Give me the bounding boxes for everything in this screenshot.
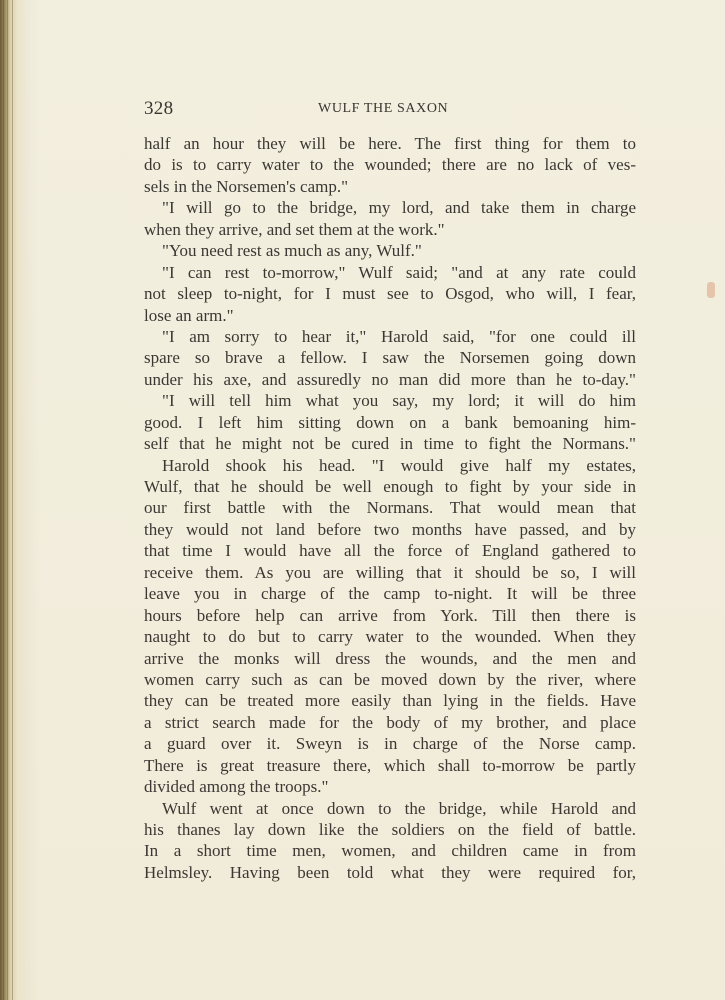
text-line: spare so brave a fellow. I saw the Norsemen going down	[144, 348, 636, 368]
text-line: a strict search made for the body of my brother, and place	[144, 712, 636, 732]
page-number: 328	[144, 98, 174, 119]
gutter-edge-line	[7, 0, 8, 1000]
text-line: "I am sorry to hear it," Harold said, "for one could ill	[162, 326, 636, 346]
running-head: WULF THE SAXON	[318, 101, 449, 116]
text-line: Helmsley. Having been told what they were required for,	[144, 862, 636, 882]
body-text	[144, 133, 636, 883]
gutter-edge-line	[12, 0, 13, 1000]
text-line: divided among the troops."	[144, 777, 329, 797]
text-line: arrive the monks will dress the wounds, and the men and	[144, 648, 636, 668]
text-line: "I will tell him what you say, my lord; it will do him	[162, 391, 636, 411]
text-line: under his axe, and assuredly no man did more than he to-day."	[144, 369, 636, 389]
text-line: self that he might not be cured in time to fight the Normans."	[144, 434, 636, 454]
text-line: that time I would have all the force of England gathered to	[144, 541, 636, 561]
text-line: good. I left him sitting down on a bank bemoaning him-	[144, 412, 636, 432]
text-line: There is great treasure there, which shall to-morrow be partly	[144, 755, 636, 775]
text-line: hours before help can arrive from York. Till then there is	[144, 605, 636, 625]
paper-stain	[707, 282, 715, 298]
gutter-edge-line	[3, 0, 4, 1000]
text-line: do is to carry water to the wounded; there are no lack of ves-	[144, 155, 636, 175]
text-line: Wulf, that he should be well enough to fight by your side in	[144, 477, 636, 496]
page-header	[144, 98, 636, 122]
text-line: they can be treated more easily than lying in the fields. Have	[144, 691, 636, 711]
text-line: "You need rest as much as any, Wulf."	[162, 241, 422, 261]
text-line: a guard over it. Sweyn is in charge of the Norse camp.	[144, 734, 636, 754]
text-line: leave you in charge of the camp to-night. It will be three	[144, 584, 636, 604]
text-line: lose an arm."	[144, 305, 234, 325]
text-line: Harold shook his head. "I would give half my estates,	[162, 455, 636, 475]
text-line: naught to do but to carry water to the wounded. When they	[144, 627, 636, 647]
text-line: when they arrive, and set them at the work."	[144, 219, 445, 239]
text-line: Wulf went at once down to the bridge, while Harold and	[162, 798, 636, 818]
text-line: half an hour they will be here. The first thing for them to	[144, 134, 636, 153]
text-line: "I can rest to-morrow," Wulf said; "and at any rate could	[162, 262, 636, 282]
text-line: women carry such as can be moved down by the river, where	[144, 669, 636, 689]
text-line: our first battle with the Normans. That would mean that	[144, 498, 636, 518]
text-line: "I will go to the bridge, my lord, and take them in charge	[162, 198, 636, 218]
text-line: they would not land before two months have passed, and by	[144, 519, 636, 539]
text-line: his thanes lay down like the soldiers on the field of battle.	[144, 820, 636, 839]
text-line: In a short time men, women, and children came in from	[144, 841, 636, 861]
text-line: not sleep to-night, for I must see to Osgod, who will, I fear,	[144, 284, 636, 304]
text-line: receive them. As you are willing that it should be so, I will	[144, 562, 636, 582]
text-line: sels in the Norsemen's camp."	[144, 176, 349, 196]
